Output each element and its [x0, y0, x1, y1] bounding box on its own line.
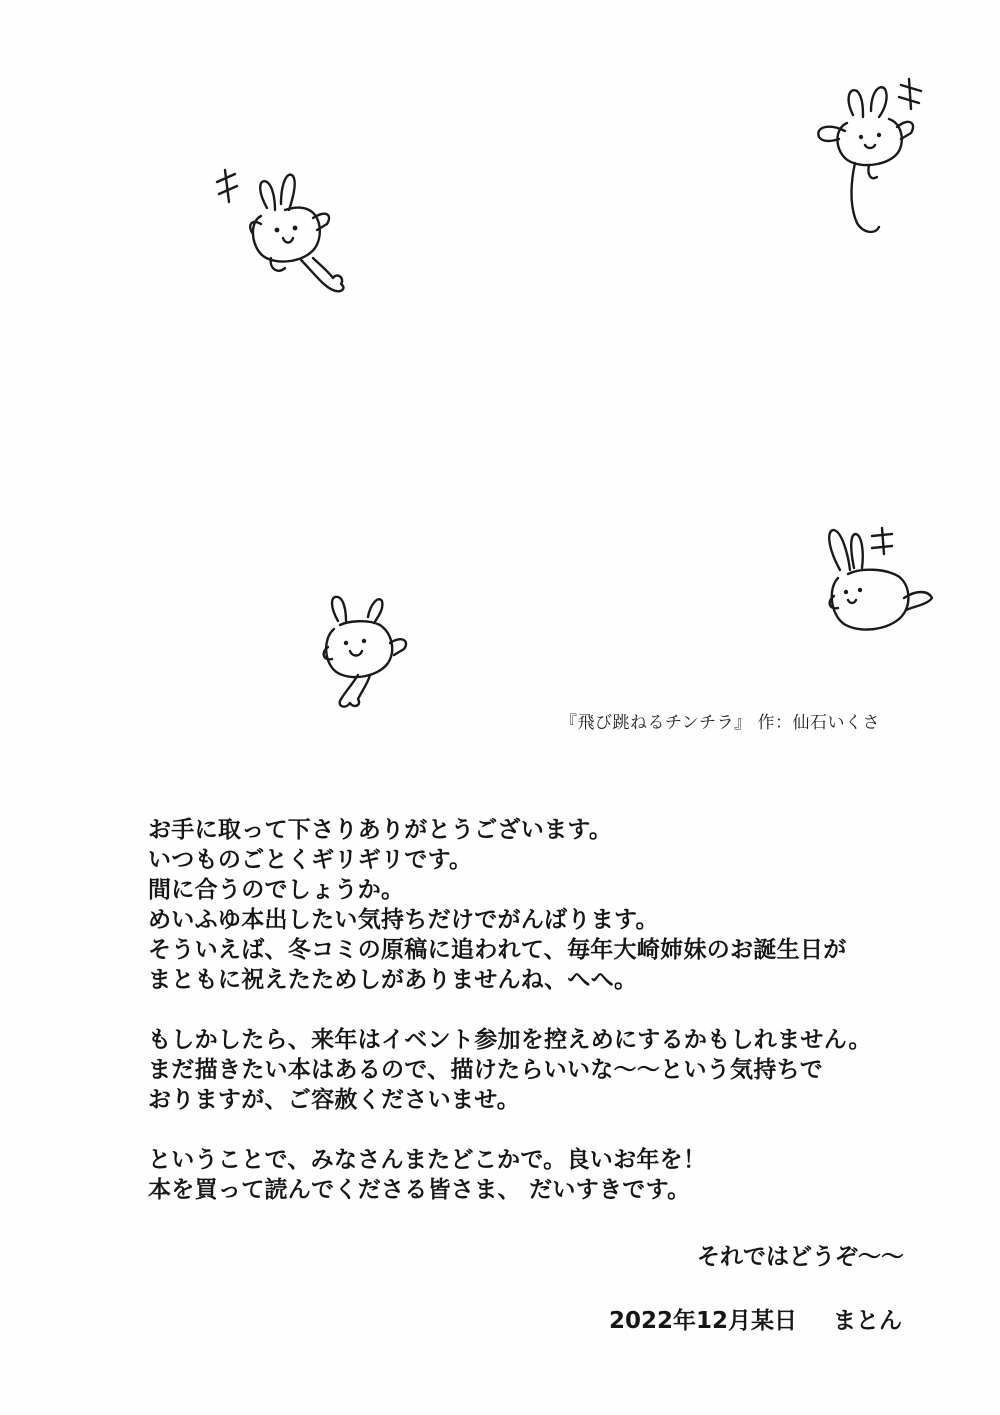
message-line: めいふゆ本出したい気持ちだけでがんばります。: [148, 907, 659, 933]
illustration-caption: 『飛び跳ねるチンチラ』 作：仙石いくさ: [560, 713, 881, 733]
signature-date: 2022年12月某日: [608, 1308, 797, 1334]
closing-line: それではどうぞ～～: [697, 1244, 904, 1270]
message-line: まだ描きたい本はあるので、描けたらいいな～～という気持ちで: [148, 1057, 824, 1083]
signature: [609, 1302, 902, 1335]
afterword-message: [148, 815, 928, 1205]
message-line: そういえば、冬コミの原稿に追われて、毎年大崎姉妹のお誕生日が: [148, 937, 847, 963]
message-line: 本を買って読んでくださる皆さま、 だいすきです。: [148, 1177, 691, 1203]
paragraph-gap: [148, 995, 928, 1025]
message-line: もしかしたら、来年はイベント参加を控えめにするかもしれません。: [148, 1027, 872, 1053]
message-line: まともに祝えたためしがありませんね、へへ。: [148, 967, 638, 993]
message-line: ということで、みなさんまたどこかで。良いお年を！: [148, 1147, 707, 1173]
chinchilla-sitting-icon: [820, 518, 940, 643]
chinchilla-jumping-left-icon: [205, 160, 355, 305]
message-line: おりますが、ご容赦くださいませ。: [148, 1087, 521, 1113]
chinchilla-running-icon: [318, 585, 418, 713]
paragraph-gap: [148, 1115, 928, 1145]
message-line: 間に合うのでしょうか。: [148, 877, 405, 903]
message-line: いつものごとくギリギリです。: [148, 847, 473, 873]
signature-author: まとん: [833, 1308, 902, 1334]
chinchilla-jumping-right-icon: [805, 75, 935, 240]
message-line: お手に取って下さりありがとうございます。: [148, 817, 613, 843]
